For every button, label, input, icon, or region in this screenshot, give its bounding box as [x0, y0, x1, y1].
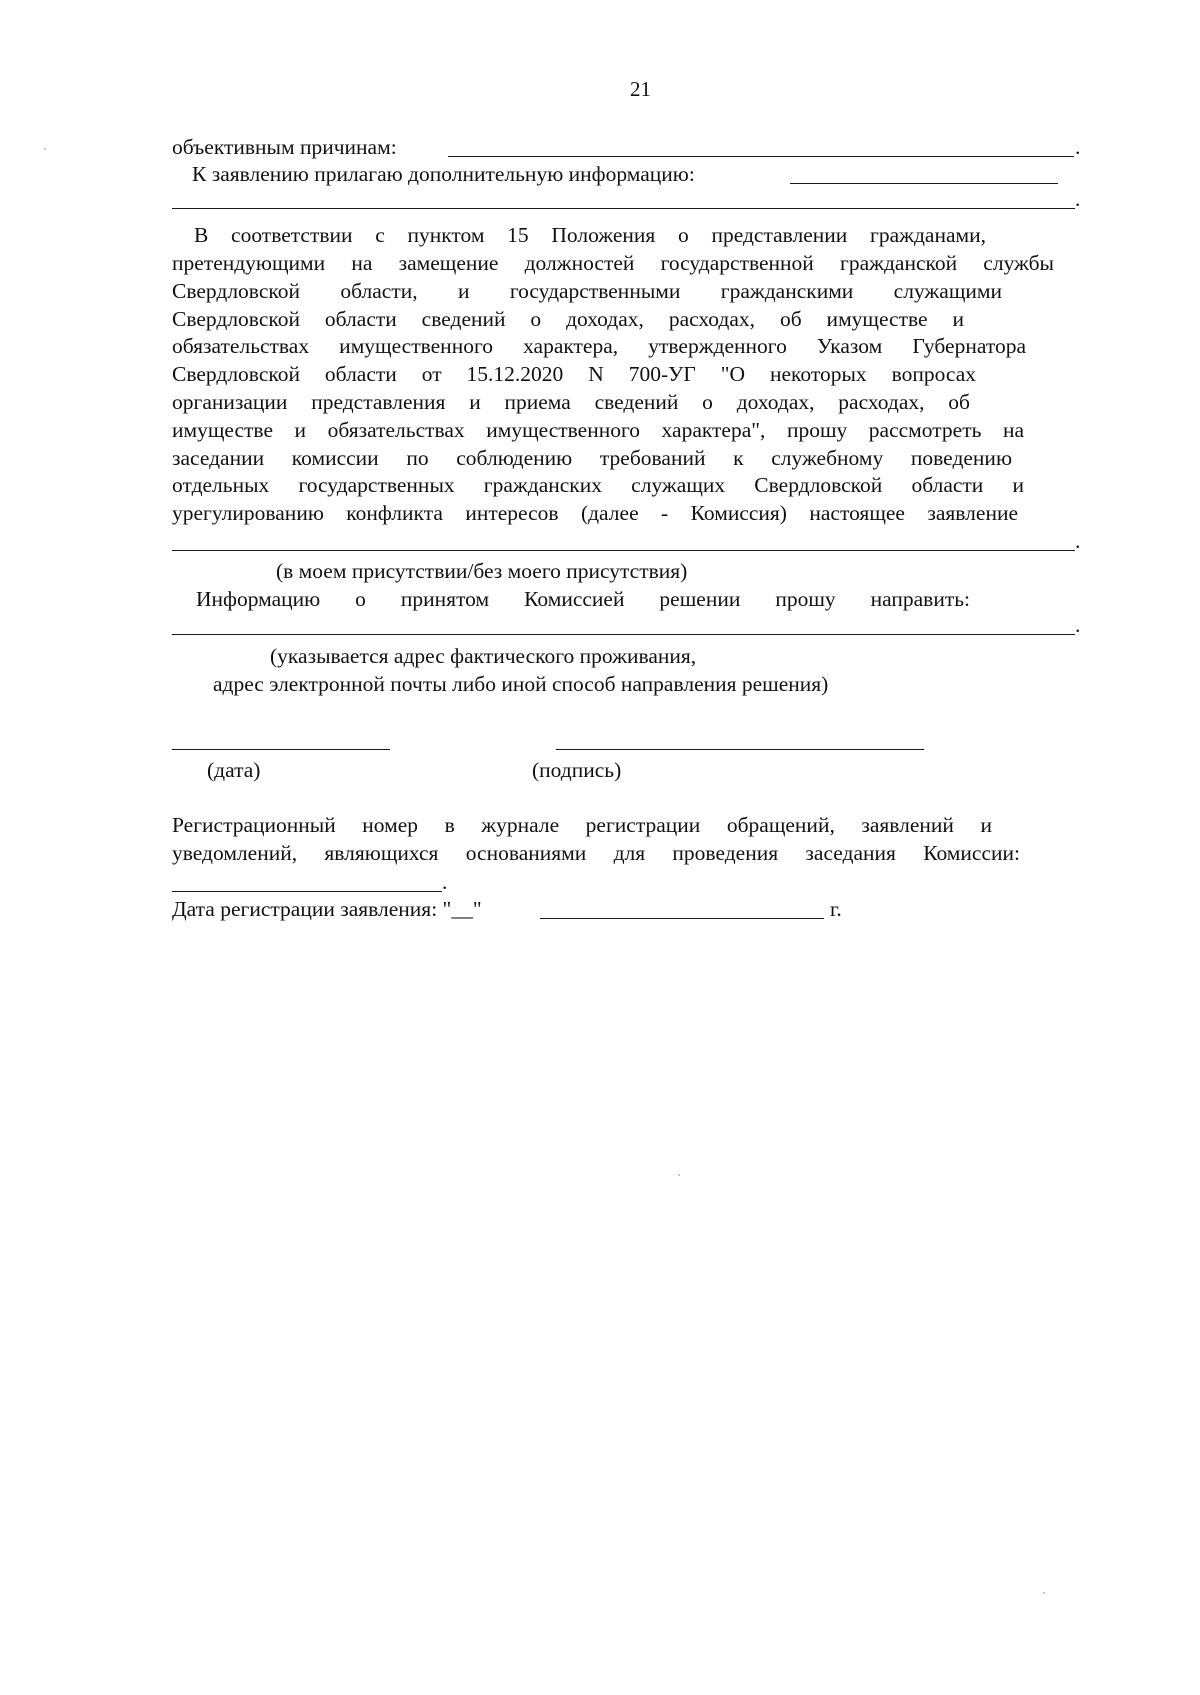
- additional-info-dot: .: [1075, 187, 1081, 211]
- registration-date-label: Дата регистрации заявления: "__": [172, 897, 482, 921]
- paragraph-line: обязательствах имущественного характера, утвержденного Указом Губернатора: [172, 334, 1026, 358]
- paragraph-line: имуществе и обязательствах имущественного характера", прошу рассмотреть на: [172, 418, 1024, 442]
- additional-info-label: К заявлению прилагаю дополнительную информацию:: [192, 162, 695, 186]
- decision-delivery-field[interactable]: [172, 634, 1075, 635]
- registration-line1: Регистрационный номер в журнале регистрации обращений, заявлений и: [172, 813, 992, 837]
- decision-hint-line1: (указывается адрес фактического проживания,: [270, 644, 697, 668]
- paragraph-line: Свердловской области сведений о доходах, расходах, об имуществе и: [172, 307, 964, 331]
- paragraph-line: Свердловской области от 15.12.2020 N 700-УГ "О некоторых вопросах: [172, 362, 976, 386]
- objective-reasons-dot: .: [1075, 135, 1081, 159]
- paragraph-line: Свердловской области, и государственными гражданскими служащими: [172, 279, 1002, 303]
- additional-info-field-continued[interactable]: [172, 208, 1075, 209]
- page-number: 21: [630, 77, 651, 101]
- scan-speck: [44, 148, 46, 150]
- paragraph-line: отдельных государственных гражданских служащих Свердловской области и: [172, 473, 1024, 497]
- presence-dot: .: [1075, 529, 1081, 553]
- presence-field[interactable]: [172, 550, 1075, 551]
- decision-hint-line2: адрес электронной почты либо иной способ направления решения): [213, 672, 829, 696]
- decision-label: Информацию о принятом Комиссией решении прошу направить:: [196, 587, 970, 611]
- registration-number-field[interactable]: [172, 891, 442, 892]
- paragraph-line: В соответствии с пунктом 15 Положения о представлении гражданами,: [194, 223, 986, 247]
- paragraph-line: организации представления и приема сведений о доходах, расходах, об: [172, 390, 970, 414]
- registration-number-dot: .: [442, 870, 448, 894]
- scan-speck: [1043, 1592, 1045, 1594]
- objective-reasons-label: объективным причинам:: [172, 135, 397, 159]
- registration-year-suffix: г.: [830, 897, 842, 921]
- date-field[interactable]: [172, 749, 390, 750]
- decision-dot: .: [1075, 613, 1081, 637]
- registration-date-field[interactable]: [540, 918, 824, 919]
- scan-speck: [678, 1174, 680, 1176]
- paragraph-line: урегулированию конфликта интересов (далее - Комиссия) настоящее заявление: [172, 501, 1018, 525]
- presence-hint: (в моем присутствии/без моего присутствия): [276, 559, 688, 583]
- paragraph-line: претендующими на замещение должностей государственной гражданской службы: [172, 251, 1054, 275]
- signature-label: (подпись): [532, 758, 622, 782]
- paragraph-line: заседании комиссии по соблюдению требований к служебному поведению: [172, 446, 1012, 470]
- date-label: (дата): [207, 758, 261, 782]
- registration-line2: уведомлений, являющихся основаниями для проведения заседания Комиссии:: [172, 841, 1020, 865]
- objective-reasons-field[interactable]: [448, 156, 1074, 157]
- additional-info-field[interactable]: [790, 183, 1058, 184]
- signature-field[interactable]: [556, 749, 924, 750]
